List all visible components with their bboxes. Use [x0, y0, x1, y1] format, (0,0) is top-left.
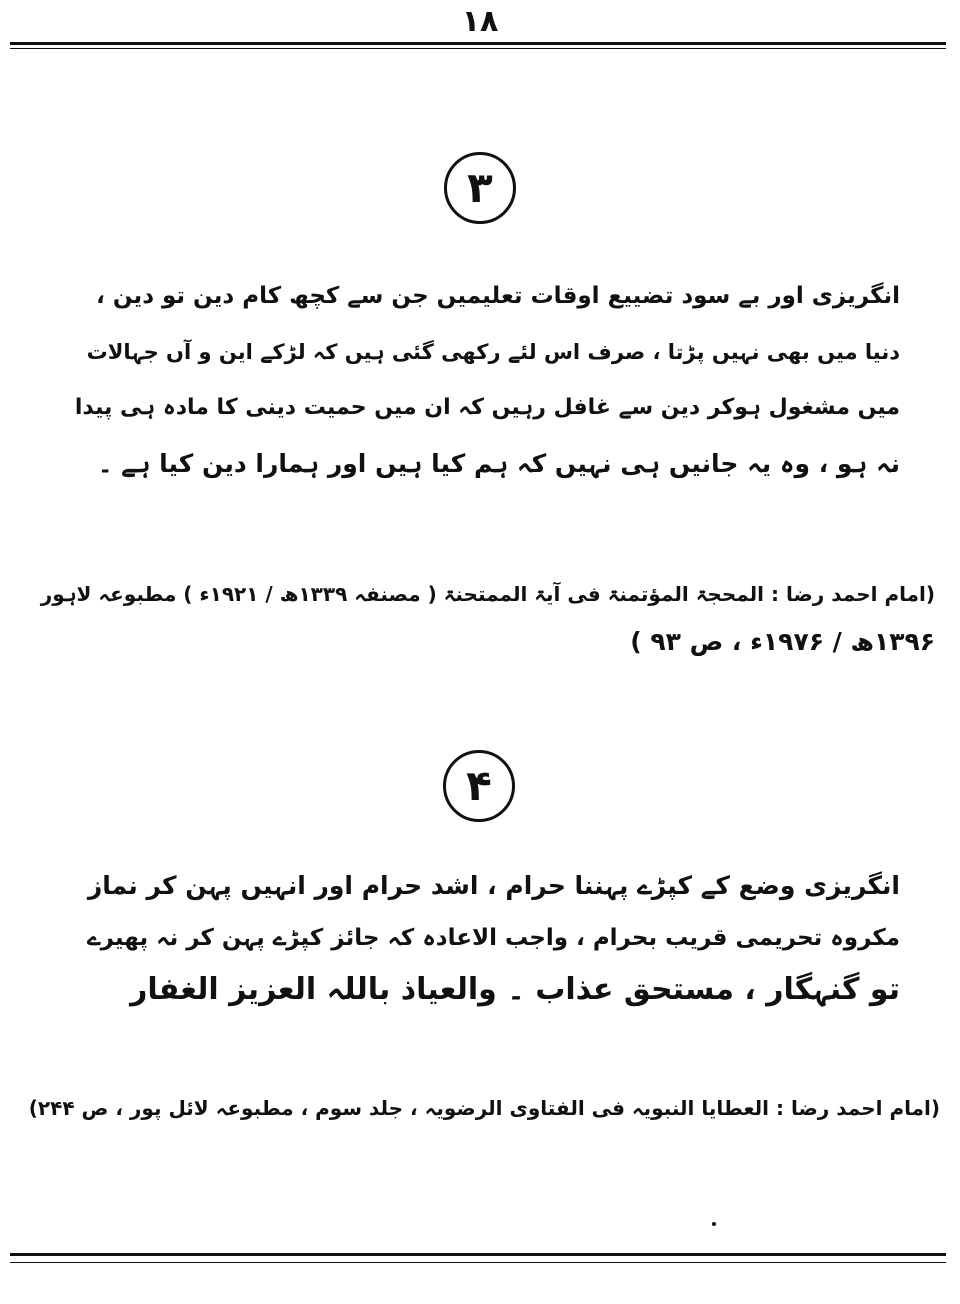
- citation-line: (امام احمد رضا : العطایا النبویہ فی الفتاوی الرضویہ ، جلد سوم ، مطبوعہ لائل پور ، ص ۲۴۴): [28, 1096, 940, 1120]
- section-number: ۴: [466, 761, 492, 810]
- section-body: [70, 268, 900, 492]
- text-line: انگریزی اور بے سود تضییع اوقات تعلیمیں جن سے کچھ کام دین تو دین ،: [96, 283, 900, 309]
- section-citation: [20, 1084, 940, 1132]
- citation-line: (امام احمد رضا : المحجۃ المؤتمنۃ فی آیۃ الممتحنۃ ( مصنفہ ۱۳۳۹ھ / ۱۹۲۱ء ) مطبوعہ لاہور: [40, 582, 935, 606]
- bottom-rule-thick: [10, 1253, 946, 1256]
- section-number-badge: [443, 750, 515, 822]
- citation-line: ۱۳۹۶ھ / ۱۹۷۶ء ، ص ۹۳ ): [630, 627, 935, 656]
- top-rule-thick: [10, 42, 946, 45]
- section-number: ۳: [467, 163, 493, 212]
- text-line: تو گنہگار ، مستحق عذاب ۔ والعیاذ باللہ العزیز الغفار: [130, 972, 900, 1007]
- section-body: [70, 860, 900, 1016]
- bottom-rule-thin: [10, 1262, 946, 1263]
- text-line: انگریزی وضع کے کپڑے پہننا حرام ، اشد حرام اور انہیں پہن کر نماز: [87, 871, 900, 900]
- section-citation: [20, 570, 935, 666]
- section-number-badge: [444, 152, 516, 224]
- text-line: دنیا میں بھی نہیں پڑتا ، صرف اس لئے رکھی گئی ہیں کہ لڑکے این و آں جہالات: [86, 340, 900, 364]
- text-line: میں مشغول ہوکر دین سے غافل رہیں کہ ان میں حمیت دینی کا مادہ ہی پیدا: [74, 395, 900, 420]
- text-line: نہ ہو ، وہ یہ جانیں ہی نہیں کہ ہم کیا ہیں اور ہمارا دین کیا ہے ۔: [97, 449, 900, 478]
- top-rule-thin: [10, 48, 946, 49]
- speck-mark: [712, 1222, 716, 1226]
- text-line: مکروہ تحریمی قریب بحرام ، واجب الاعادہ کہ جائز کپڑے پہن کر نہ پھیرے: [87, 925, 900, 951]
- page-number: ۱۸: [461, 4, 499, 39]
